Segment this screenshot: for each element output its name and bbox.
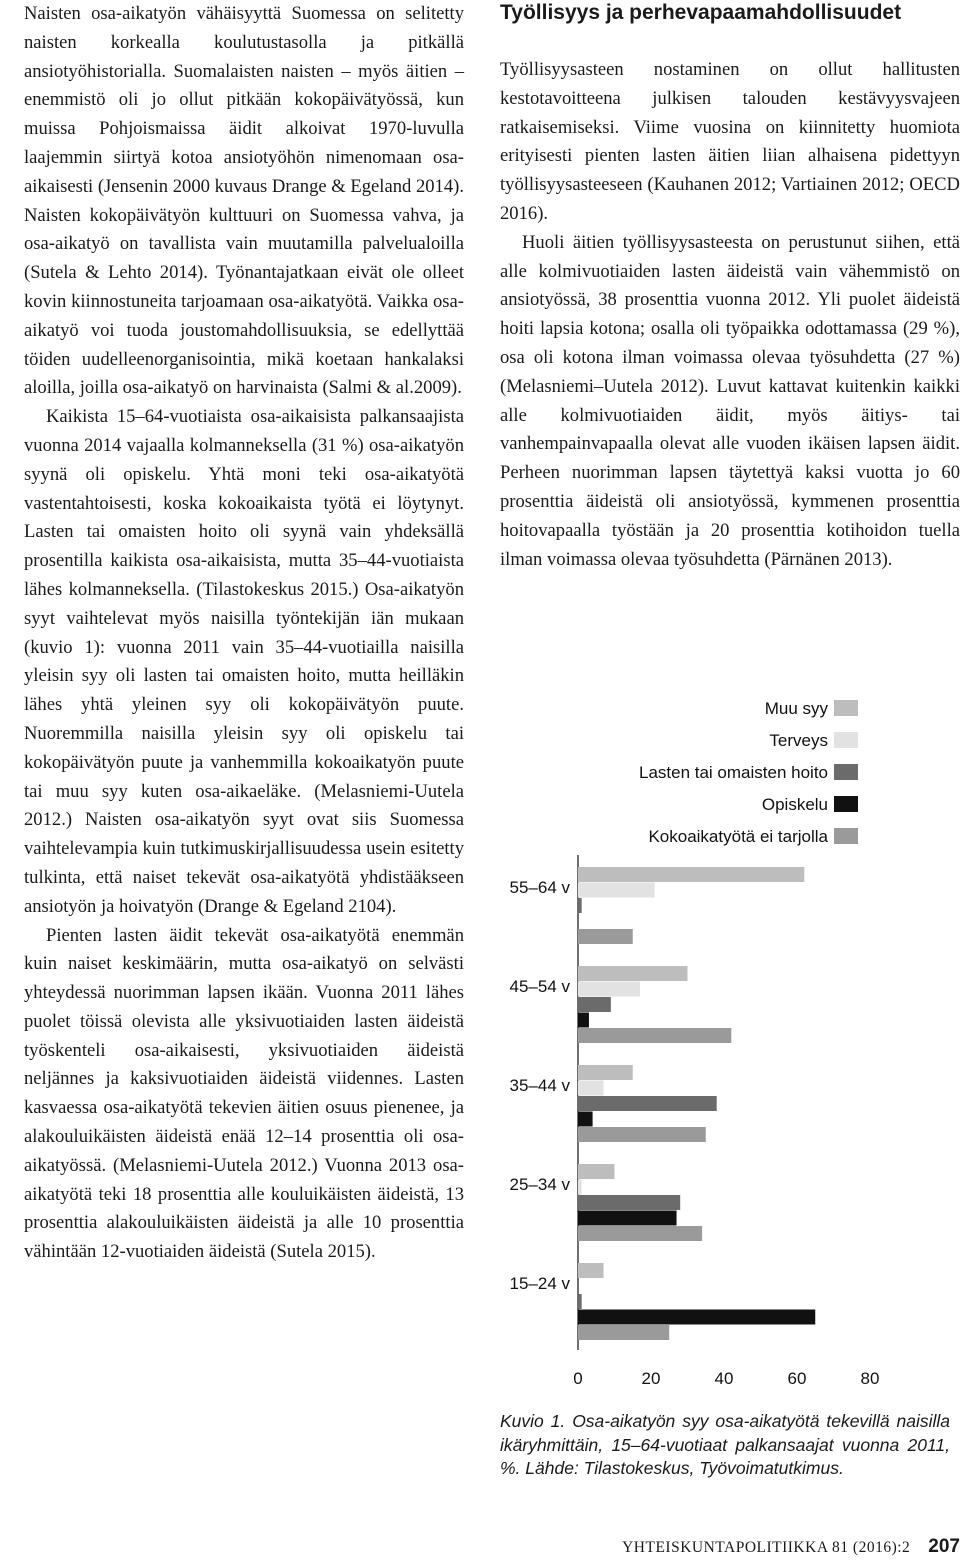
category-label: 35–44 v — [509, 1076, 570, 1095]
bar-opiskelu — [578, 1112, 593, 1127]
body-paragraph: Kaikista 15–64-vuotiaista osa-aikaisista palkansaajista vuonna 2014 vajaalla kolmanneksella (31 %) osa-aikatyön syynä oli opiskelu. Yhtä moni teki osa-aikatyötä vastentahtoisesti, koska kokoaikaista työtä ei löytynyt. Lasten tai omaisten hoito oli syynä vain yhdeksällä prosentilla kaikista osa-aikaisista, mutta 35–44-vuotiaista lähes kolmanneksella. (Tilastokeskus 2015.) Osa-aikatyön syyt vaihtelevat myös naisilla työntekijän iän mukaan (kuvio 1): vuonna 2011 vain 35–44-vuotiailla naisilla yleisin syy oli lasten tai omaisten hoito, mutta heilläkin lähes yhtä yleinen syy oli kokopäivätyön puute. Nuoremmilla naisilla yleisin syy oli opiskelu tai kokopäivätyön puute ja vanhemmilla kokoaikatyön puute tai muu syy kuten osa-aikaeläke. (Melasniemi-Uutela 2012.) Naisten osa-aikatyön syyt ovat siis Suomessa vaihtelevampia kuin tutkimuskirjallisuudessa usein esitetty tulkinta, että naiset tekevät osa-aikatyötä yhdistääkseen ansiotyön ja hoivatyön (Drange & Egeland 2104). — [24, 406, 464, 917]
legend-swatch — [834, 828, 858, 844]
bar-terveys — [578, 1081, 604, 1096]
body-paragraph: Huoli äitien työllisyysasteesta on perustunut siihen, että alle kolmivuotiaiden lasten äideistä vain vähemmistö on ansiotyössä, 38 prosenttia vuonna 2012. Yli puolet äideistä hoiti lapsia kotona; osalla oli työpaikka odottamassa (29 %), osa oli kotona ilman voimassa olevaa työsuhdetta (27 %) (Melasniemi–Uutela 2012). Luvut kattavat kuitenkin kaikki alle kolmivuotiaiden äidit, myös äitiys- tai vanhempainvapaalla olevat alle vuoden ikäisen lapsen äidit. Perheen nuorimman lapsen täytettyä kaksi vuotta jo 60 prosenttia äideistä oli ansiotyössä, kymmenen prosenttia hoitovapaalla työstään ja 20 prosenttia kotihoidon tuella ilman voimassa olevaa työsuhdetta (Pärnänen 2013). — [500, 231, 960, 570]
category-label: 25–34 v — [509, 1175, 570, 1194]
journal-name: YHTEISKUNTAPOLITIIKKA 81 (2016):2 — [622, 1539, 911, 1556]
legend-swatch — [834, 764, 858, 780]
bar-lasten-tai-omaisten-hoito — [578, 1096, 717, 1111]
bar-terveys — [578, 982, 640, 997]
bar-kokoaikatyötä-ei-tarjolla — [578, 1127, 706, 1142]
legend-label: Lasten tai omaisten hoito — [638, 763, 828, 782]
x-tick-label: 40 — [714, 1369, 734, 1388]
bar-terveys — [578, 1180, 582, 1195]
legend-label: Kokoaikatyötä ei tarjolla — [648, 827, 828, 846]
bar-chart — [500, 690, 900, 1400]
bar-opiskelu — [578, 1310, 815, 1325]
page-footer — [560, 1536, 960, 1562]
body-paragraph: Pienten lasten äidit tekevät osa-aikatyötä enemmän kuin naiset keskimäärin, mutta osa-aikatyö on selvästi yhteydessä nuorimman lapsen ikään. Vuonna 2011 lähes puolet töissä olevista alle yksivuotiaiden lasten äideistä työskenteli osa-aikaisesti, yksivuotiaiden äideistä neljännes ja kaksivuotiaiden äideistä viidennes. Lasten kasvaessa osa-aikatyötä tekevien äitien osuus pienenee, ja alakouluikäisten äideistä enää 12–14 prosenttia oli osa-aikatyössä. (Melasniemi-Uutela 2012.) Vuonna 2013 osa-aikatyötä teki 18 prosenttia alle kouluikäisten äideistä, 13 prosenttia alakouluikäisten äideistä ja alle 10 prosenttia vähintään 12-vuotiaiden äideistä (Sutela 2015). — [24, 924, 464, 1263]
legend-swatch — [834, 700, 858, 716]
bar-lasten-tai-omaisten-hoito — [578, 1195, 680, 1210]
x-tick-label: 60 — [787, 1369, 807, 1388]
bar-opiskelu — [578, 1211, 677, 1226]
bar-kokoaikatyötä-ei-tarjolla — [578, 1325, 669, 1340]
bar-terveys — [578, 883, 655, 898]
page-number: 207 — [928, 1536, 960, 1557]
legend-swatch — [834, 796, 858, 812]
bar-kokoaikatyötä-ei-tarjolla — [578, 1028, 731, 1043]
bar-kokoaikatyötä-ei-tarjolla — [578, 1226, 702, 1241]
x-tick-label: 80 — [860, 1369, 880, 1388]
bar-opiskelu — [578, 1013, 589, 1028]
section-heading: Työllisyys ja perhevapaamahdollisuudet — [500, 1, 902, 24]
category-label: 15–24 v — [509, 1274, 570, 1293]
bar-lasten-tai-omaisten-hoito — [578, 898, 582, 913]
figure-chart — [500, 690, 900, 1400]
body-paragraph: Naisten osa-aikatyön vähäisyyttä Suomessa on selitetty naisten korkealla koulutustasolla ja pitkällä ansiotyöhistorialla. Suomalaisten naisten – myös äitien – enemmistö oli jo ollut pitkään kokopäivätyössä, kun muissa Pohjoismaissa äidit alkoivat 1970-luvulla laajemmin siirtyä kotoa ansiotyöhön nimenomaan osa-aikaisesti (Jensenin 2000 kuvaus Drange & Egeland 2014). Naisten kokopäivätyön kulttuuri on Suomessa vahva, ja osa-aikatyö on tavallista vain muutamilla palvelualoilla (Sutela & Lehto 2014). Työnantajatkaan eivät ole olleet kovin kiinnostuneita tarjoamaan osa-aikatyötä. Vaikka osa-aikatyö voi tuoda joustomahdollisuuksia, se edellyttää töiden uudelleenorganisointia, mikä koetaan hankalaksi aloilla, joilla osa-aikatyö on harvinaista (Salmi & al.2009). — [24, 3, 464, 399]
x-tick-label: 20 — [641, 1369, 661, 1388]
category-label: 45–54 v — [509, 977, 570, 996]
legend-label: Muu syy — [764, 699, 828, 718]
bar-muu-syy — [578, 1065, 633, 1080]
right-column — [500, 0, 960, 574]
legend-label: Opiskelu — [761, 795, 828, 814]
bar-muu-syy — [578, 966, 688, 981]
bar-lasten-tai-omaisten-hoito — [578, 1294, 582, 1309]
legend-label: Terveys — [769, 731, 828, 750]
bar-muu-syy — [578, 867, 804, 882]
category-label: 55–64 v — [509, 878, 570, 897]
bar-muu-syy — [578, 1164, 615, 1179]
figure-caption: Kuvio 1. Osa-aikatyön syy osa-aikatyötä tekevillä naisilla ikäryhmittäin, 15–64-vuotiaat palkansaajat vuonna 2011, %. Lähde: Tilastokeskus, Työvoimatutkimus. — [500, 1411, 950, 1478]
left-column — [24, 0, 464, 1267]
bar-lasten-tai-omaisten-hoito — [578, 997, 611, 1012]
body-paragraph: Työllisyysasteen nostaminen on ollut hallitusten kestotavoitteena julkisen talouden kestävyysvajeen ratkaisemiseksi. Viime vuosina on kiinnitetty huomiota erityisesti pienten lasten äitien liian alhaisena pidettyyn työllisyysasteeseen (Kauhanen 2012; Vartiainen 2012; OECD 2016). — [500, 59, 960, 224]
legend-swatch — [834, 732, 858, 748]
bar-muu-syy — [578, 1263, 604, 1278]
bar-kokoaikatyötä-ei-tarjolla — [578, 929, 633, 944]
x-tick-label: 0 — [573, 1369, 583, 1388]
